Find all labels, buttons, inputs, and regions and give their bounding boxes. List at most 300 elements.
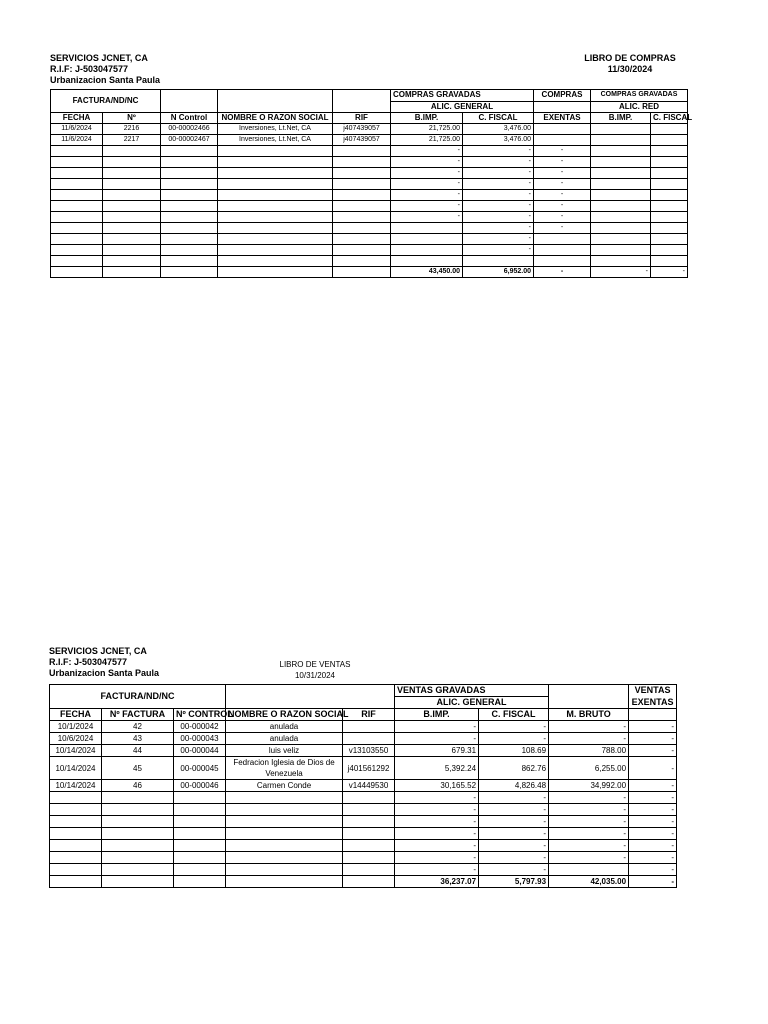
cell-fecha	[50, 864, 102, 876]
cell-rif: v14449530	[343, 780, 395, 792]
cell-bimp: -	[391, 168, 463, 179]
cell-rif	[333, 223, 391, 234]
cell-bimp2	[591, 212, 651, 223]
cell-num	[103, 190, 161, 201]
alic-general-header: ALIC. GENERAL	[395, 697, 549, 709]
cell-control	[161, 168, 218, 179]
cell-nombre	[218, 168, 333, 179]
cell-fecha	[50, 816, 102, 828]
cell-exentas: -	[629, 864, 677, 876]
col-nombre: NOMBRE O RAZON SOCIAL	[226, 709, 343, 721]
col-bimp: B.IMP.	[391, 113, 463, 124]
cell-nombre	[218, 146, 333, 157]
cell-fecha	[51, 146, 103, 157]
ventas-gravadas-header: VENTAS GRAVADAS	[395, 685, 549, 697]
cell-num	[103, 179, 161, 190]
cell-rif	[333, 179, 391, 190]
cell-cfiscal2	[651, 179, 688, 190]
cell-nombre	[218, 256, 333, 267]
table-row	[51, 135, 688, 146]
cell-control	[174, 828, 226, 840]
cell-nombre	[218, 157, 333, 168]
company-rif: R.I.F: J-503047577	[49, 657, 128, 667]
cell-bimp2	[591, 245, 651, 256]
cell-cfiscal: -	[479, 804, 549, 816]
cell-nombre	[218, 201, 333, 212]
col-mbruto: M. BRUTO	[549, 709, 629, 721]
cell-fecha	[50, 840, 102, 852]
cell-rif	[333, 234, 391, 245]
cell-num: 2217	[103, 135, 161, 146]
cell-cfiscal: -	[479, 816, 549, 828]
cell-bimp2	[591, 190, 651, 201]
cell-cfiscal	[463, 256, 534, 267]
cell-bimp	[391, 245, 463, 256]
cell-fecha: 10/1/2024	[50, 721, 102, 733]
cell-exentas: -	[629, 852, 677, 864]
cell-cfiscal: -	[463, 179, 534, 190]
table-row	[51, 190, 688, 201]
cell-control	[174, 840, 226, 852]
cell-rif	[343, 864, 395, 876]
cell-rif	[333, 157, 391, 168]
cell-exentas: -	[629, 816, 677, 828]
cell-num	[103, 256, 161, 267]
cell-fecha	[51, 234, 103, 245]
col-cfiscal: C. FISCAL	[479, 709, 549, 721]
table-row	[50, 745, 677, 757]
cell-mbruto: -	[549, 733, 629, 745]
table-row	[51, 124, 688, 135]
cell-cfiscal2	[651, 245, 688, 256]
cell-fecha	[51, 179, 103, 190]
ventas-table	[49, 684, 677, 888]
cell-cfiscal2	[651, 146, 688, 157]
cell-bimp: -	[395, 721, 479, 733]
alic-red-header: ALIC. RED	[591, 101, 688, 113]
table-row	[51, 212, 688, 223]
cell-num	[103, 245, 161, 256]
table-row	[51, 157, 688, 168]
report-title: LIBRO DE VENTAS	[279, 660, 351, 669]
table-row	[50, 792, 677, 804]
table-row	[51, 245, 688, 256]
table-row	[51, 168, 688, 179]
cell-cfiscal2	[651, 256, 688, 267]
cell-exentas	[534, 234, 591, 245]
table-row	[51, 223, 688, 234]
cell-num	[103, 223, 161, 234]
cell-cfiscal: -	[463, 190, 534, 201]
cell-bimp: -	[395, 852, 479, 864]
cell-num	[102, 792, 174, 804]
alic-general-header: ALIC. GENERAL	[391, 101, 534, 113]
col-num: Nº FACTURA	[102, 709, 174, 721]
factura-header: FACTURA/ND/NC	[50, 685, 226, 709]
cell-cfiscal2	[651, 223, 688, 234]
col-cfiscal: C. FISCAL	[463, 113, 534, 124]
table-row	[50, 780, 677, 792]
cell-rif	[333, 212, 391, 223]
report-date: 10/31/2024	[294, 671, 336, 680]
cell-nombre: Inversiones, Lt.Net, CA	[218, 135, 333, 146]
cell-mbruto: -	[549, 721, 629, 733]
cell-mbruto: 788.00	[549, 745, 629, 757]
cell-nombre: Inversiones, Lt.Net, CA	[218, 124, 333, 135]
total-cfiscal: 6,952.00	[463, 267, 534, 278]
cell-cfiscal: -	[479, 792, 549, 804]
cell-cfiscal: -	[463, 168, 534, 179]
cell-bimp: -	[391, 157, 463, 168]
cell-rif	[333, 245, 391, 256]
cell-cfiscal: -	[463, 212, 534, 223]
ventas-totals-row	[50, 876, 677, 888]
cell-cfiscal: -	[479, 840, 549, 852]
compras-table	[50, 89, 693, 278]
table-row	[50, 828, 677, 840]
cell-exentas: -	[534, 190, 591, 201]
cell-control	[161, 256, 218, 267]
company-address: Urbanizacion Santa Paula	[49, 668, 160, 678]
total-bimp-red: -	[591, 267, 651, 278]
table-row	[51, 201, 688, 212]
cell-bimp: -	[395, 840, 479, 852]
cell-mbruto: -	[549, 804, 629, 816]
cell-rif	[343, 816, 395, 828]
cell-num	[103, 146, 161, 157]
cell-cfiscal: -	[479, 828, 549, 840]
cell-exentas	[534, 124, 591, 135]
compras-header	[50, 53, 250, 86]
cell-nombre	[226, 816, 343, 828]
cell-mbruto: -	[549, 828, 629, 840]
cell-rif	[333, 168, 391, 179]
cell-fecha: 11/6/2024	[51, 124, 103, 135]
cell-num	[102, 852, 174, 864]
cell-bimp: 21,725.00	[391, 124, 463, 135]
cell-mbruto: -	[549, 792, 629, 804]
cell-bimp: -	[395, 864, 479, 876]
cell-exentas: -	[629, 780, 677, 792]
cell-bimp	[391, 256, 463, 267]
cell-exentas: -	[534, 179, 591, 190]
cell-cfiscal2	[651, 168, 688, 179]
cell-control	[161, 179, 218, 190]
cell-num: 46	[102, 780, 174, 792]
cell-num: 42	[102, 721, 174, 733]
cell-rif	[333, 256, 391, 267]
total-mbruto: 42,035.00	[549, 876, 629, 888]
table-row	[50, 757, 677, 780]
cell-nombre	[218, 179, 333, 190]
cell-nombre	[226, 828, 343, 840]
cell-mbruto: -	[549, 840, 629, 852]
compras-totals-row	[51, 267, 688, 278]
cell-cfiscal2	[651, 124, 688, 135]
table-row	[50, 733, 677, 745]
col-rif: RIF	[343, 709, 395, 721]
cell-rif	[333, 146, 391, 157]
cell-rif	[343, 852, 395, 864]
cell-cfiscal2	[651, 135, 688, 146]
cell-control	[161, 146, 218, 157]
cell-exentas: -	[534, 146, 591, 157]
ventas-header: VENTAS	[629, 685, 677, 697]
cell-num	[102, 864, 174, 876]
compras-title-block	[575, 53, 685, 75]
cell-bimp: 30,165.52	[395, 780, 479, 792]
cell-bimp2	[591, 146, 651, 157]
cell-bimp: 679.31	[395, 745, 479, 757]
cell-fecha	[51, 157, 103, 168]
cell-num	[103, 157, 161, 168]
total-bimp: 43,450.00	[391, 267, 463, 278]
cell-fecha	[50, 792, 102, 804]
total-exentas: -	[629, 876, 677, 888]
cell-cfiscal: -	[479, 852, 549, 864]
cell-cfiscal2	[651, 157, 688, 168]
cell-fecha	[50, 852, 102, 864]
cell-num	[102, 816, 174, 828]
cell-cfiscal: -	[463, 201, 534, 212]
cell-fecha: 10/14/2024	[50, 745, 102, 757]
cell-fecha	[51, 190, 103, 201]
cell-bimp	[391, 234, 463, 245]
cell-bimp2	[591, 168, 651, 179]
col-rif: RIF	[333, 113, 391, 124]
cell-cfiscal: -	[479, 733, 549, 745]
cell-bimp: -	[395, 804, 479, 816]
cell-bimp2	[591, 179, 651, 190]
cell-num: 44	[102, 745, 174, 757]
col-exentas: EXENTAS	[534, 113, 591, 124]
table-row	[51, 234, 688, 245]
col-bimp: B.IMP.	[395, 709, 479, 721]
col-cfiscal-red: C. FISCAL	[651, 113, 688, 124]
company-name: SERVICIOS JCNET, CA	[49, 646, 147, 656]
cell-exentas	[534, 245, 591, 256]
cell-cfiscal: -	[463, 245, 534, 256]
total-cfiscal: 5,797.93	[479, 876, 549, 888]
cell-num	[103, 168, 161, 179]
cell-nombre	[226, 852, 343, 864]
cell-mbruto: 6,255.00	[549, 757, 629, 780]
company-name: SERVICIOS JCNET, CA	[50, 53, 148, 63]
ventas-exentas-header: EXENTAS	[629, 697, 677, 709]
table-row	[51, 146, 688, 157]
table-row	[50, 721, 677, 733]
cell-rif	[343, 840, 395, 852]
cell-nombre	[218, 234, 333, 245]
cell-exentas: -	[629, 828, 677, 840]
cell-mbruto	[549, 864, 629, 876]
cell-nombre	[226, 840, 343, 852]
cell-num	[103, 212, 161, 223]
cell-bimp: -	[391, 146, 463, 157]
cell-control	[174, 864, 226, 876]
cell-control: 00-00002467	[161, 135, 218, 146]
company-rif: R.I.F: J-503047577	[50, 64, 129, 74]
cell-rif	[333, 190, 391, 201]
cell-rif	[343, 804, 395, 816]
cell-cfiscal: 4,826.48	[479, 780, 549, 792]
cell-num	[102, 840, 174, 852]
cell-rif: v13103550	[343, 745, 395, 757]
cell-control: 00-000043	[174, 733, 226, 745]
cell-nombre: Carmen Conde	[226, 780, 343, 792]
total-exentas: -	[534, 267, 591, 278]
cell-rif	[343, 828, 395, 840]
cell-control	[174, 804, 226, 816]
compras-gravadas-header: COMPRAS GRAVADAS	[391, 90, 534, 102]
cell-bimp	[391, 223, 463, 234]
cell-exentas	[534, 135, 591, 146]
cell-cfiscal2	[651, 201, 688, 212]
cell-cfiscal: -	[479, 864, 549, 876]
cell-num	[102, 828, 174, 840]
ventas-title-block	[255, 659, 375, 681]
report-date: 11/30/2024	[607, 64, 653, 74]
cell-nombre: anulada	[226, 733, 343, 745]
cell-exentas: -	[629, 721, 677, 733]
table-row	[50, 804, 677, 816]
cell-control: 00-000045	[174, 757, 226, 780]
cell-control: 00-00002466	[161, 124, 218, 135]
cell-exentas: -	[629, 792, 677, 804]
report-title: LIBRO DE COMPRAS	[584, 53, 676, 63]
cell-num	[103, 201, 161, 212]
cell-nombre: luis veliz	[226, 745, 343, 757]
cell-bimp2	[591, 135, 651, 146]
cell-cfiscal: -	[463, 234, 534, 245]
cell-fecha	[51, 168, 103, 179]
cell-fecha: 11/6/2024	[51, 135, 103, 146]
cell-control	[174, 792, 226, 804]
cell-num	[102, 804, 174, 816]
cell-exentas	[534, 256, 591, 267]
cell-nombre	[218, 223, 333, 234]
cell-bimp: 5,392.24	[395, 757, 479, 780]
cell-bimp2	[591, 124, 651, 135]
table-row	[50, 816, 677, 828]
table-row	[50, 852, 677, 864]
company-address: Urbanizacion Santa Paula	[50, 75, 161, 85]
cell-cfiscal: -	[463, 146, 534, 157]
cell-control	[161, 190, 218, 201]
cell-nombre: anulada	[226, 721, 343, 733]
total-bimp: 36,237.07	[395, 876, 479, 888]
cell-nombre: Fedracion Iglesia de Dios de Venezuela	[226, 757, 343, 780]
cell-rif: j407439057	[333, 135, 391, 146]
cell-rif	[333, 201, 391, 212]
cell-rif: j401561292	[343, 757, 395, 780]
cell-fecha	[51, 212, 103, 223]
cell-cfiscal: 108.69	[479, 745, 549, 757]
cell-bimp: -	[391, 190, 463, 201]
cell-cfiscal2	[651, 190, 688, 201]
cell-control	[161, 234, 218, 245]
cell-bimp: -	[391, 201, 463, 212]
cell-fecha	[50, 828, 102, 840]
cell-control	[174, 816, 226, 828]
col-control: Nº CONTROL	[174, 709, 226, 721]
cell-nombre	[218, 190, 333, 201]
cell-mbruto: -	[549, 816, 629, 828]
cell-control	[161, 223, 218, 234]
col-bimp-red: B.IMP.	[591, 113, 651, 124]
table-row	[51, 179, 688, 190]
factura-header: FACTURA/ND/NC	[51, 90, 161, 113]
cell-control: 00-000044	[174, 745, 226, 757]
cell-control	[161, 245, 218, 256]
cell-exentas: -	[629, 745, 677, 757]
cell-exentas: -	[534, 168, 591, 179]
cell-fecha	[51, 201, 103, 212]
cell-nombre	[226, 864, 343, 876]
col-control: N Control	[161, 113, 218, 124]
table-row	[50, 840, 677, 852]
cell-cfiscal2	[651, 234, 688, 245]
cell-exentas: -	[534, 223, 591, 234]
cell-bimp: -	[395, 828, 479, 840]
cell-cfiscal: -	[463, 223, 534, 234]
cell-bimp2	[591, 157, 651, 168]
cell-bimp: -	[391, 212, 463, 223]
cell-bimp: -	[395, 733, 479, 745]
cell-exentas: -	[629, 804, 677, 816]
cell-control	[161, 212, 218, 223]
cell-nombre	[218, 212, 333, 223]
cell-exentas: -	[629, 757, 677, 780]
cell-fecha: 10/6/2024	[50, 733, 102, 745]
cell-bimp2	[591, 234, 651, 245]
cell-bimp: -	[391, 179, 463, 190]
cell-rif	[343, 721, 395, 733]
cell-nombre	[226, 804, 343, 816]
cell-fecha	[51, 245, 103, 256]
table-row	[50, 864, 677, 876]
cell-bimp2	[591, 223, 651, 234]
cell-control: 00-000046	[174, 780, 226, 792]
cell-control	[161, 157, 218, 168]
cell-exentas: -	[534, 212, 591, 223]
cell-rif: j407439057	[333, 124, 391, 135]
cell-control	[161, 201, 218, 212]
cell-fecha	[50, 804, 102, 816]
compras-gravadas-red-header: COMPRAS GRAVADAS	[591, 90, 688, 102]
cell-num: 45	[102, 757, 174, 780]
cell-rif	[343, 733, 395, 745]
cell-bimp: -	[395, 792, 479, 804]
cell-num	[103, 234, 161, 245]
cell-fecha: 10/14/2024	[50, 757, 102, 780]
cell-fecha: 10/14/2024	[50, 780, 102, 792]
cell-nombre	[218, 245, 333, 256]
cell-bimp2	[591, 201, 651, 212]
cell-fecha	[51, 256, 103, 267]
cell-num: 43	[102, 733, 174, 745]
cell-cfiscal: 3,476.00	[463, 135, 534, 146]
cell-rif	[343, 792, 395, 804]
col-fecha: FECHA	[51, 113, 103, 124]
cell-cfiscal: -	[479, 721, 549, 733]
cell-num: 2216	[103, 124, 161, 135]
cell-exentas: -	[534, 157, 591, 168]
cell-cfiscal: 862.76	[479, 757, 549, 780]
total-cfiscal-red: -	[651, 267, 688, 278]
col-num: Nº	[103, 113, 161, 124]
cell-cfiscal: -	[463, 157, 534, 168]
